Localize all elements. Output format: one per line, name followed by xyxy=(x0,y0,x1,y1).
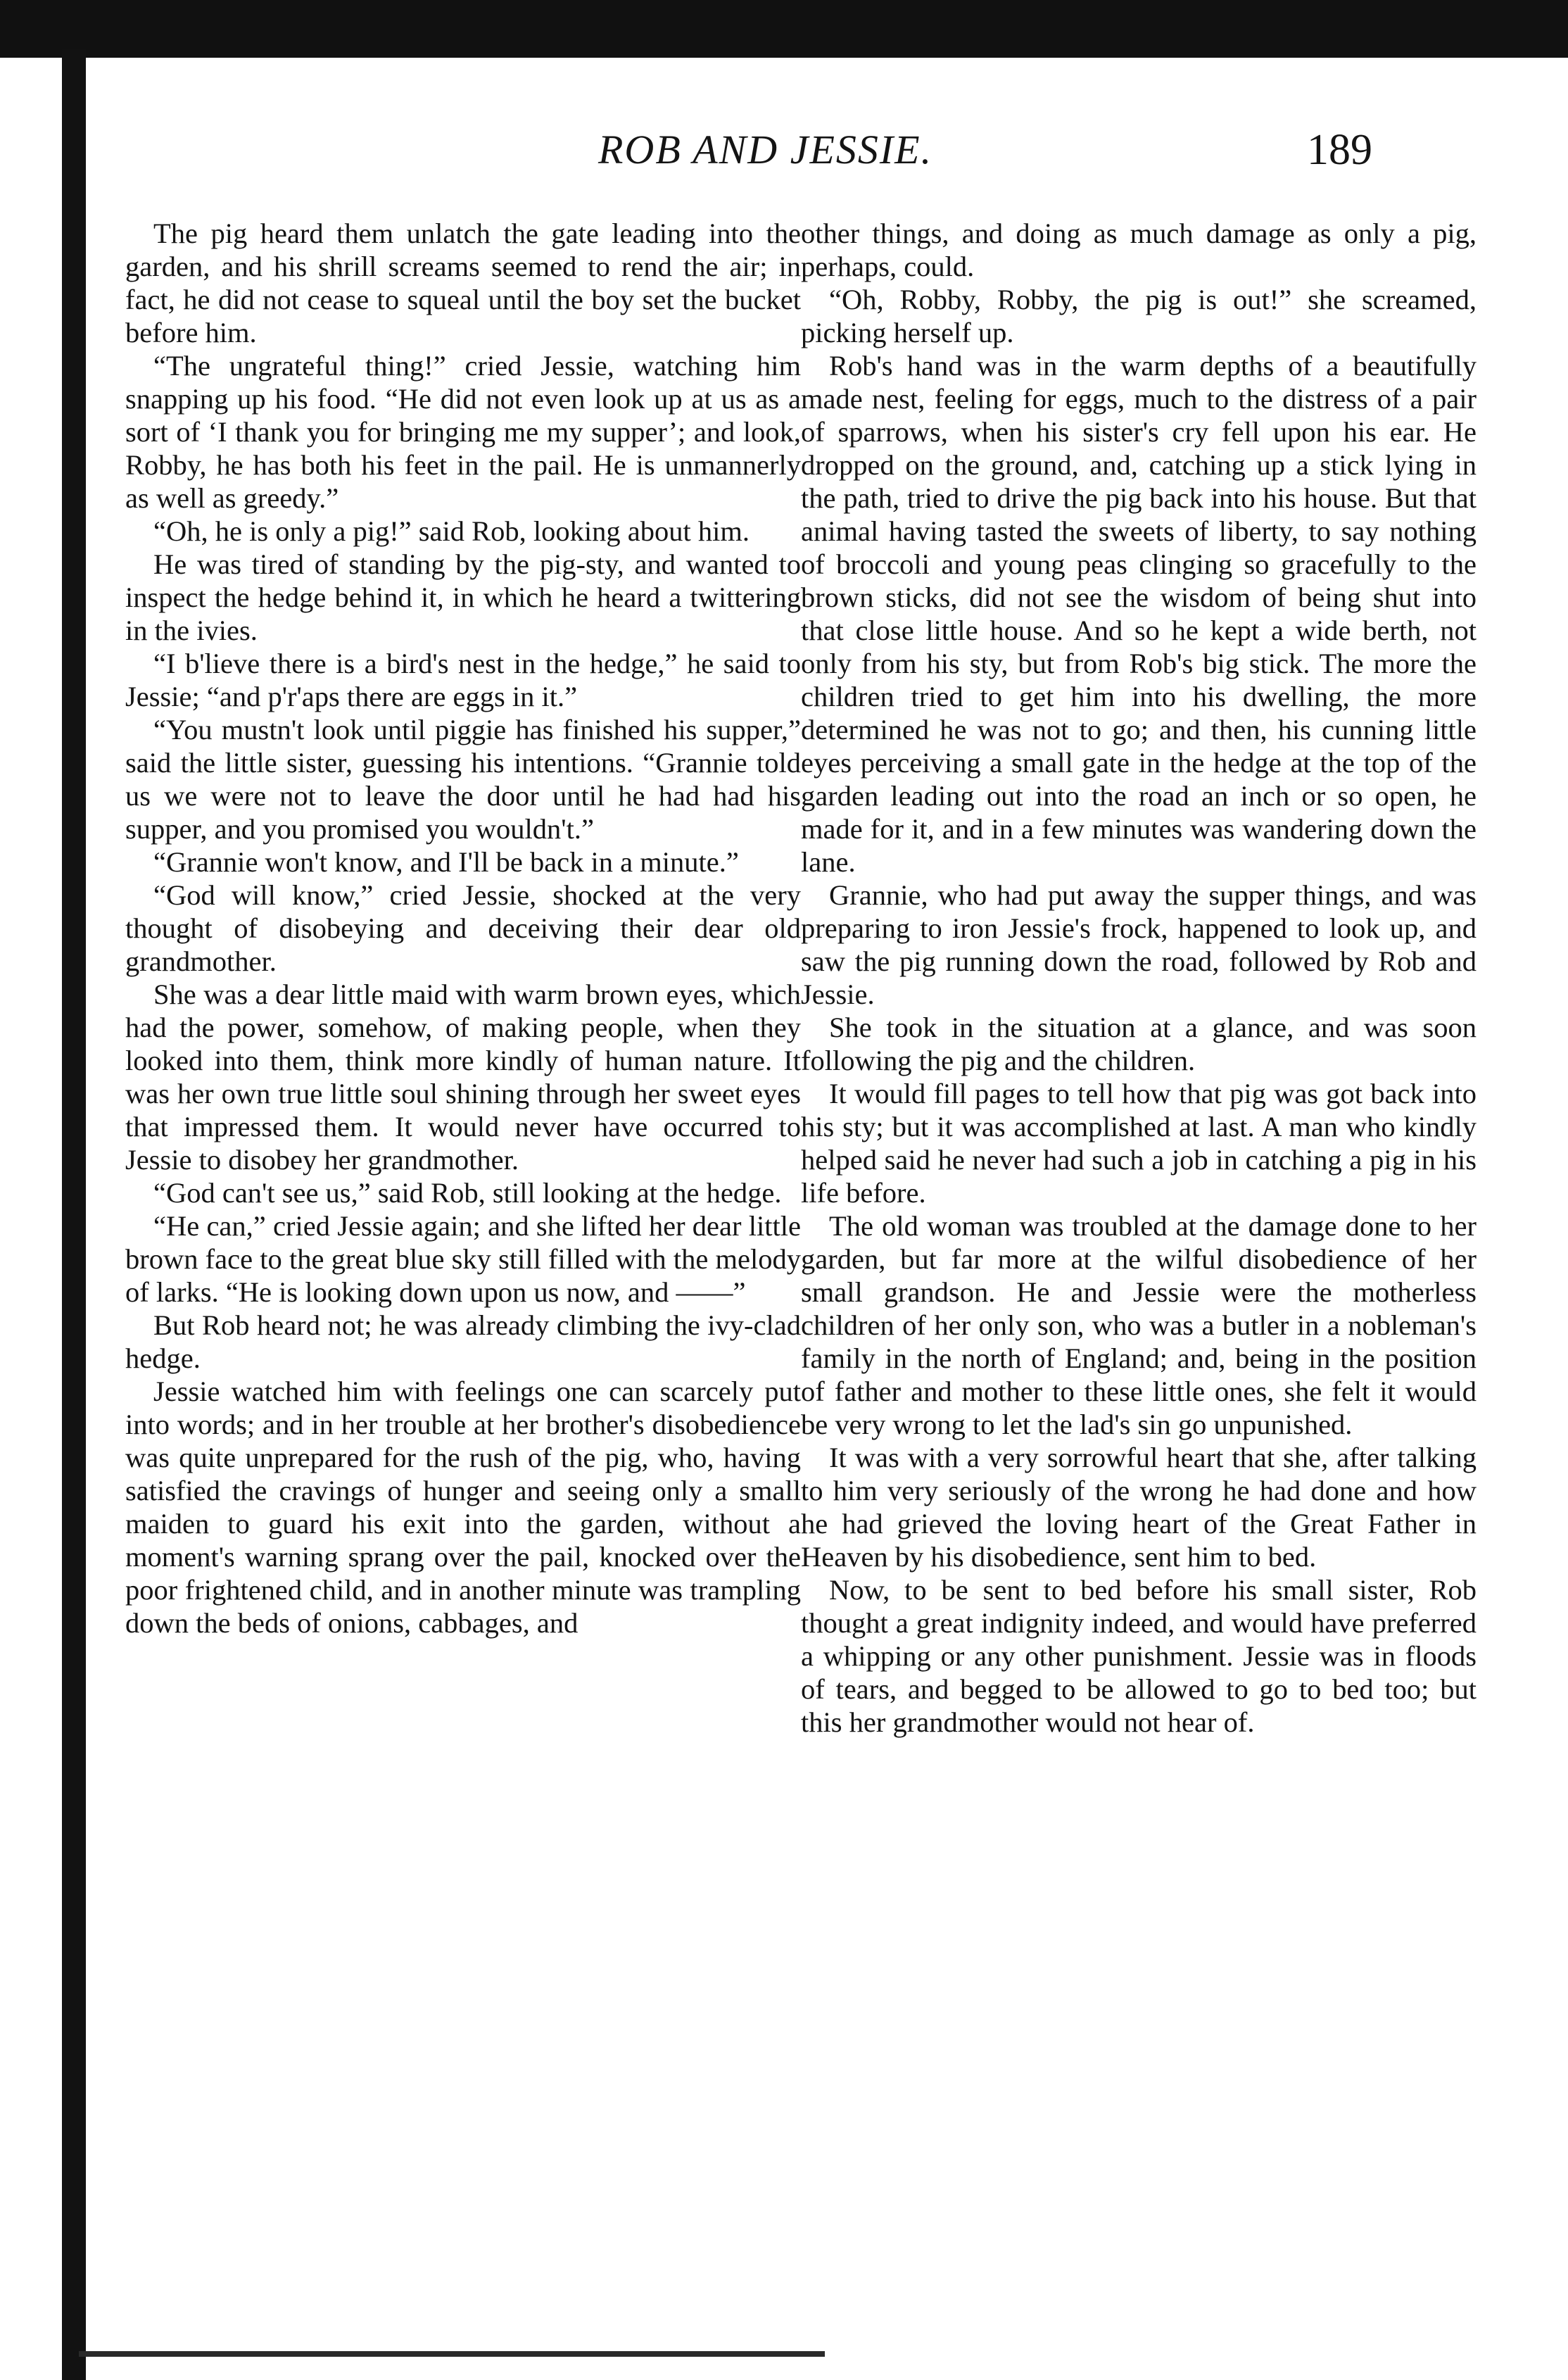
running-title: ROB AND JESSIE. xyxy=(598,127,933,172)
paragraph: She took in the situation at a glance, and was soon following the pig and the children. xyxy=(801,1012,1477,1076)
paragraph: He was tired of standing by the pig-sty, and wanted to inspect the hedge behind it, in which he heard a twittering in the ivies. xyxy=(125,548,801,646)
top-edge-bar xyxy=(0,0,1568,58)
paragraph: Jessie watched him with feelings one can scarcely put into words; and in her trouble at her brother's disobedience was quite unprepared for the rush of the pig, who, having satisfied the cravings of hunger and seeing only a small maiden to guard his exit into the garden, without a moment's warning sprang over the pail, knocked over the poor frightened child, and in another minute was trampling down the beds of onions, cabbages, and xyxy=(125,1375,801,1639)
paragraph: The pig heard them unlatch the gate leading into the garden, and his shrill screams seemed to rend the air; in fact, he did not cease to squeal until the boy set the bucket before him. xyxy=(125,218,801,348)
paragraph: “Oh, Robby, Robby, the pig is out!” she screamed, picking herself up. xyxy=(801,284,1477,348)
paragraph: “Oh, he is only a pig!” said Rob, looking about him. xyxy=(153,515,750,547)
paragraph: But Rob heard not; he was already climbing the ivy-clad hedge. xyxy=(125,1309,801,1374)
paragraph: “I b'lieve there is a bird's nest in the hedge,” he said to Jessie; “and p'r'aps there are eggs in it.” xyxy=(125,648,801,712)
paragraph: It was with a very sorrowful heart that she, after talking to him very seriously of the wrong he had done and how he had grieved the loving heart of the Great Father in Heaven by his disobedience, sent him to bed. xyxy=(801,1442,1477,1573)
left-column xyxy=(125,217,801,1639)
paragraph: “He can,” cried Jessie again; and she lifted her dear little brown face to the great blue sky still filled with the melody of larks. “He is looking down upon us now, and ——” xyxy=(125,1210,801,1308)
paragraph: Now, to be sent to bed before his small sister, Rob thought a great indignity indeed, and would have preferred a whipping or any other punishment. Jessie was in floods of tears, and begged to be allowed to go to bed too; but this her grandmother would not hear of. xyxy=(801,1574,1477,1738)
paragraph: “The ungrateful thing!” cried Jessie, watching him snapping up his food. “He did not even look up at us as a sort of ‘I thank you for bringing me my supper’; and look, Robby, he has both his feet in the pail. He is unmannerly as well as greedy.” xyxy=(125,350,801,514)
continued-paragraph: other things, and doing as much damage as only a pig, perhaps, could. xyxy=(801,218,1477,282)
left-margin-rule xyxy=(62,49,86,2380)
paragraph: “God will know,” cried Jessie, shocked at the very thought of disobeying and deceiving their dear old grandmother. xyxy=(125,879,801,977)
right-column xyxy=(801,217,1477,1739)
paragraph: Rob's hand was in the warm depths of a beautifully made nest, feeling for eggs, much to the distress of a pair of sparrows, when his sister's cry fell upon his ear. He dropped on the ground, and, catching up a stick lying in the path, tried to drive the pig back into his house. But that animal having tasted the sweets of liberty, to say nothing of broccoli and young peas clinging so gracefully to the brown sticks, did not see the wisdom of being shut into that close little house. And so he kept a wide berth, not only from his sty, but from Rob's big stick. The more the children tried to get him into his dwelling, the more determined he was not to go; and then, his cunning little eyes perceiving a small gate in the hedge at the top of the garden leading out into the road an inch or so open, he made for it, and in a few minutes was wandering down the lane. xyxy=(801,350,1477,878)
paragraph: “God can't see us,” said Rob, still looking at the hedge. xyxy=(153,1177,782,1209)
page-number: 189 xyxy=(1307,126,1372,174)
paragraph: The old woman was troubled at the damage done to her garden, but far more at the wilful disobedience of her small grandson. He and Jessie were the motherless children of her only son, who was a butler in a nobleman's family in the north of England; and, being in the position of father and mother to these little ones, she felt it would be very wrong to let the lad's sin go unpunished. xyxy=(801,1210,1477,1440)
paragraph: It would fill pages to tell how that pig was got back into his sty; but it was accomplished at last. A man who kindly helped said he never had such a job in catching a pig in his life before. xyxy=(801,1078,1477,1209)
bottom-margin-rule xyxy=(79,2351,825,2357)
paragraph: “Grannie won't know, and I'll be back in a minute.” xyxy=(153,846,739,878)
page-header xyxy=(598,118,1372,182)
paragraph: “You mustn't look until piggie has finished his supper,” said the little sister, guessing his intentions. “Grannie told us we were not to leave the door until he had had his supper, and you promised you wouldn't.” xyxy=(125,714,801,845)
paragraph: Grannie, who had put away the supper things, and was preparing to iron Jessie's frock, happened to look up, and saw the pig running down the road, followed by Rob and Jessie. xyxy=(801,879,1477,1010)
paragraph: She was a dear little maid with warm brown eyes, which had the power, somehow, of making people, when they looked into them, think more kindly of human nature. It was her own true little soul shining through her sweet eyes that impressed them. It would never have occurred to Jessie to disobey her grandmother. xyxy=(125,978,801,1176)
